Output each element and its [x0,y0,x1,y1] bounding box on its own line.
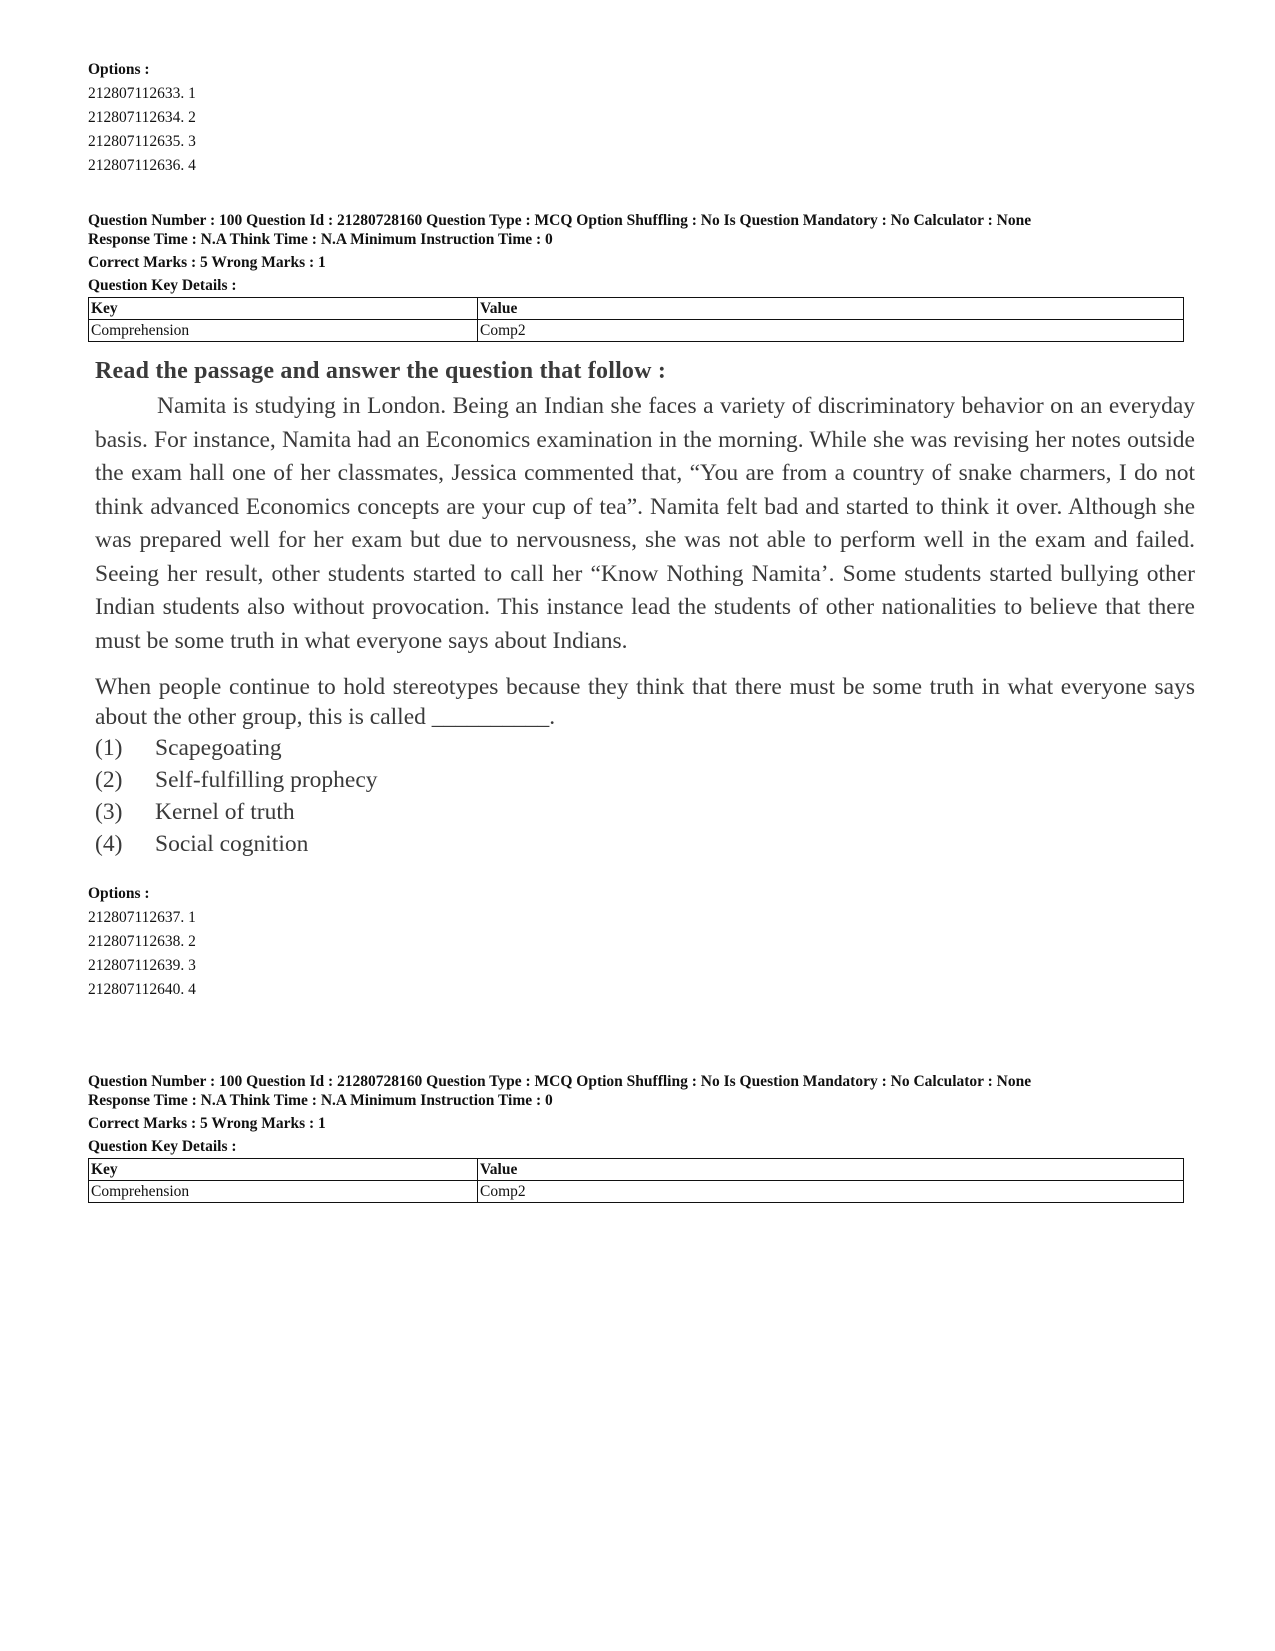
question-info-line: Question Number : 100 Question Id : 21280728160 Question Type : MCQ Option Shuffling : No Is Question Mandatory : No Calculator : None [88,1073,1032,1090]
table-cell-key: Comprehension [89,1181,478,1203]
option-id-2: 212807112634. 2 [88,109,196,126]
answer-choice-1 [95,732,1195,764]
table-cell-value: Comp2 [478,1181,1184,1203]
table-row [89,320,1184,342]
option-id-4: 212807112640. 4 [88,981,196,998]
options-label: Options : [88,61,150,78]
response-time-line: Response Time : N.A Think Time : N.A Minimum Instruction Time : 0 [88,1092,553,1109]
table-header-value: Value [478,1159,1184,1181]
marks-line: Correct Marks : 5 Wrong Marks : 1 [88,254,326,271]
passage-heading: Read the passage and answer the question that follow : [95,358,667,384]
option-id-3: 212807112639. 3 [88,957,196,974]
comprehension-passage [95,356,1195,860]
answer-choice-2 [95,764,1195,796]
table-header-row [89,298,1184,320]
table-header-key: Key [89,298,478,320]
choice-text: Scapegoating [155,735,282,761]
question-key-table [88,1158,1184,1203]
options-list-mid [88,882,196,1002]
marks-line: Correct Marks : 5 Wrong Marks : 1 [88,1115,326,1132]
question-metadata-block [88,211,1184,342]
passage-body: Namita is studying in London. Being an Indian she faces a variety of discriminatory behavior on an everyday basis. For instance, Namita had an Economics examination in the morning. While she was revising her notes outside the exam hall one of her classmates, Jessica commented that, “You are from a country of snake charmers, I do not think advanced Economics concepts are your cup of tea”. Namita felt bad and started to think it over. Although she was prepared well for her exam but due to nervousness, she was not able to perform well in the exam and failed. Seeing her result, other students started to call her “Know Nothing Namita’. Some students started bullying other Indian students also without provocation. This instance lead the students of other nationalities to believe that there must be some truth in what everyone says about Indians. [95,393,1195,654]
choice-text: Kernel of truth [155,799,295,825]
question-stem: When people continue to hold stereotypes because they think that there must be some truth in what everyone says about the other group, this is called __________. [95,674,1195,730]
options-label: Options : [88,885,150,902]
question-info-line: Question Number : 100 Question Id : 21280728160 Question Type : MCQ Option Shuffling : No Is Question Mandatory : No Calculator : None [88,212,1032,229]
table-header-value: Value [478,298,1184,320]
key-details-label: Question Key Details : [88,1138,237,1155]
choice-number: (4) [95,831,123,857]
key-details-label: Question Key Details : [88,277,237,294]
option-id-1: 212807112633. 1 [88,85,196,102]
question-key-table [88,297,1184,342]
options-list-top [88,58,196,178]
choice-number: (3) [95,799,123,825]
table-cell-key: Comprehension [89,320,478,342]
choice-text: Social cognition [155,831,309,857]
choice-number: (1) [95,735,123,761]
table-header-row [89,1159,1184,1181]
choice-text: Self-fulfilling prophecy [155,767,378,793]
option-id-4: 212807112636. 4 [88,157,196,174]
answer-choice-4 [95,828,1195,860]
choice-number: (2) [95,767,123,793]
question-metadata-block [88,1072,1184,1203]
table-cell-value: Comp2 [478,320,1184,342]
option-id-2: 212807112638. 2 [88,933,196,950]
table-row [89,1181,1184,1203]
option-id-3: 212807112635. 3 [88,133,196,150]
table-header-key: Key [89,1159,478,1181]
response-time-line: Response Time : N.A Think Time : N.A Minimum Instruction Time : 0 [88,231,553,248]
option-id-1: 212807112637. 1 [88,909,196,926]
answer-choice-3 [95,796,1195,828]
